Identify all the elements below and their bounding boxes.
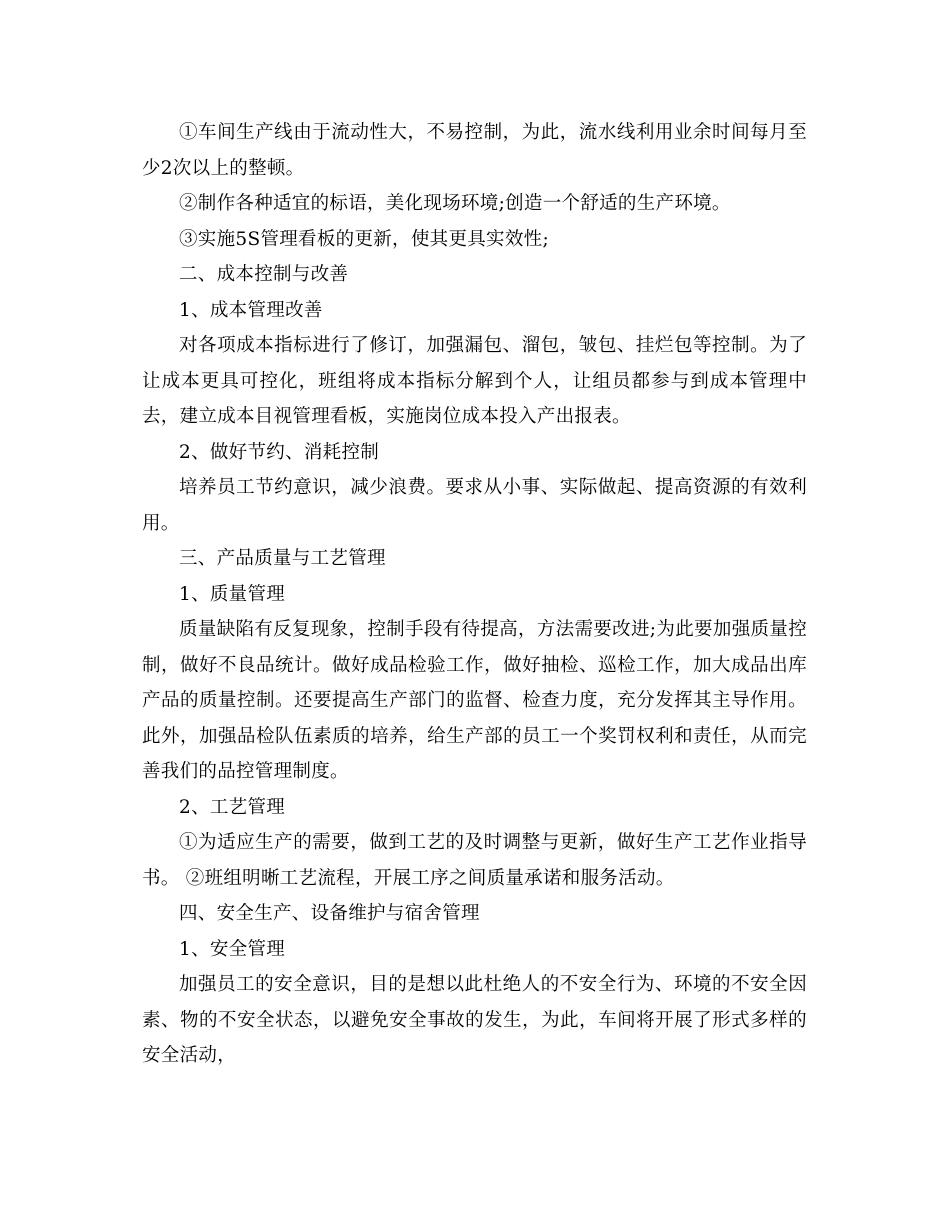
paragraph-saving-awareness: 培养员工节约意识，减少浪费。要求从小事、实际做起、提高资源的有效利用。 xyxy=(142,477,807,534)
paragraph-quality-control: 质量缺陷有反复现象，控制手段有待提高，方法需要改进;为此要加强质量控制，做好不良品统计。做好成品检验工作，做好抽检、巡检工作，加大成品出库产品的质量控制。还要提高生产部门的监督、检查力度，充分发挥其主导作用。此外，加强品检队伍素质的培养，给生产部的员工一个奖罚权利和责任，从而完善我们的品控管理制度。 xyxy=(142,619,807,782)
subheading-safety-management: 1、安全管理 xyxy=(179,938,286,960)
paragraph-safety-awareness: 加强员工的安全意识，目的是想以此杜绝人的不安全行为、环境的不安全因素、物的不安全状态，以避免安全事故的发生，为此，车间将开展了形式多样的安全活动， xyxy=(142,974,807,1066)
paragraph-slogans: ②制作各种适宜的标语，美化现场环境;创造一个舒适的生产环境。 xyxy=(179,193,731,214)
subheading-quality-management: 1、质量管理 xyxy=(179,583,286,605)
subheading-saving-consumption: 2、做好节约、消耗控制 xyxy=(179,441,380,463)
section-heading-quality-process: 三、产品质量与工艺管理 xyxy=(179,548,386,569)
section-heading-safety: 四、安全生产、设备维护与宿舍管理 xyxy=(179,903,480,924)
paragraph-workshop-rectification: ①车间生产线由于流动性大，不易控制，为此，流水线利用业余时间每月至少2次以上的整顿。 xyxy=(142,122,807,179)
subheading-cost-management: 1、成本管理改善 xyxy=(179,299,323,321)
paragraph-cost-indicators: 对各项成本指标进行了修订，加强漏包、溜包，皱包、挂烂包等控制。为了让成本更具可控化，班组将成本指标分解到个人，让组员都参与到成本管理中去，建立成本目视管理看板，实施岗位成本投入产出报表。 xyxy=(142,335,807,427)
document-page xyxy=(142,115,807,1074)
paragraph-5s-board: ③实施5S管理看板的更新，使其更具实效性; xyxy=(179,228,549,250)
subheading-process-management: 2、工艺管理 xyxy=(179,796,286,818)
section-heading-cost-control: 二、成本控制与改善 xyxy=(179,264,349,285)
paragraph-process-adjustment: ①为适应生产的需要，做到工艺的及时调整与更新，做好生产工艺作业指导书。 ②班组明晰工艺流程，开展工序之间质量承诺和服务活动。 xyxy=(142,832,807,889)
